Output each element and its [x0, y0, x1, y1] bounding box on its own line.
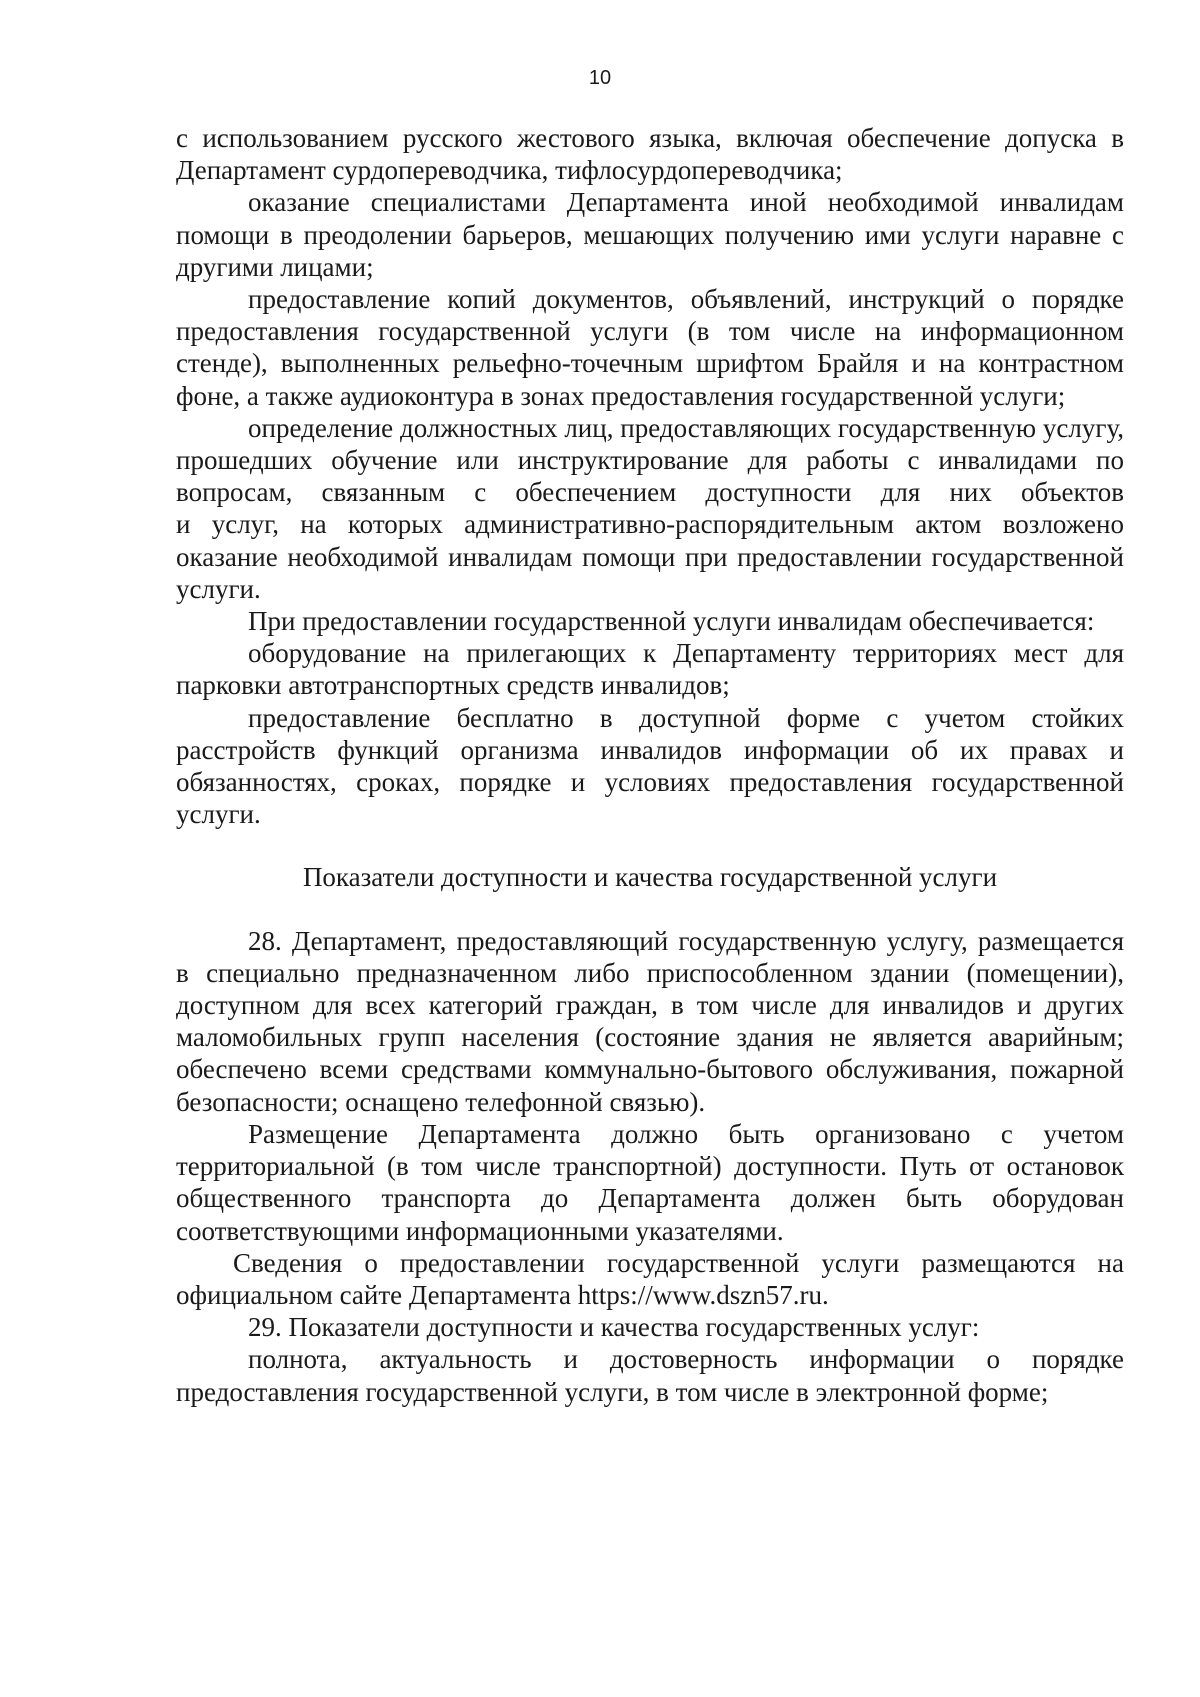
document-body: [176, 122, 1124, 1408]
paragraph-trained-officials: определение должностных лиц, предоставляющих государственную услугу, прошедших обучение или инструктирование для работы с инвалидами по вопросам, связанным с обеспечением доступности для них объектов: [176, 412, 1124, 508]
spacer: [176, 894, 1124, 925]
spacer: [176, 830, 1124, 861]
section-heading: Показатели доступности и качества государственной услуги: [302, 862, 998, 893]
paragraph-free-information: предоставление бесплатно в доступной форме с учетом стойких расстройств функций организма инвалидов информации об их правах и обязанностях, сроках, порядке и условиях предоставления государственной услуги.: [176, 702, 1124, 830]
paragraph-disabled-provision: При предоставлении государственной услуги инвалидам обеспечивается:: [248, 606, 1095, 637]
paragraph-website-info: Сведения о предоставлении государственной услуги размещаются на официальном сайте Департамента https://www.dszn57.ru.: [176, 1247, 1124, 1310]
paragraph-specialist-assistance: оказание специалистами Департамента иной необходимой инвалидам помощи в преодолении барьеров, мешающих получению ими услуги наравне с другими лицами;: [176, 187, 1124, 282]
paragraph-sign-language: с использованием русского жестового языка, включая обеспечение допуска в Департамент сурдопереводчика, тифлосурдопереводчика;: [176, 123, 1124, 186]
paragraph-information-completeness: полнота, актуальность и достоверность информации о порядке предоставления государственной услуги, в том числе в электронной форме;: [176, 1344, 1124, 1407]
paragraph-officials-continued: и услуг, на которых административно-распорядительным актом возложено оказание необходимой инвалидам помощи при предоставлении государственной услуги.: [176, 509, 1124, 604]
paragraph-braille-copies: предоставление копий документов, объявлений, инструкций о порядке предоставления государственной услуги (в том числе на информационном стенде), выполненных рельефно-точечным шрифтом Брайля и на контрастном фоне, а также аудиоконтура в зонах предоставления государственной услуги;: [176, 284, 1124, 411]
paragraph-item-28: 28. Департамент, предоставляющий государственную услугу, размещается в специально предназначенном либо приспособленном здании (помещении), доступном для всех категорий граждан, в том числе для инвалидов и других маломобильных групп населения (состояние здания не является аварийным; обеспечено всеми средствами коммунально-бытового обслуживания, пожарной безопасности; оснащено телефонной связью).: [176, 925, 1124, 1117]
paragraph-parking: оборудование на прилегающих к Департаменту территориях мест для парковки автотранспортных средств инвалидов;: [176, 638, 1124, 701]
paragraph-item-29: 29. Показатели доступности и качества государственных услуг:: [248, 1312, 980, 1343]
paragraph-location: Размещение Департамента должно быть организовано с учетом территориальной (в том числе транспортной) доступности. Путь от остановок общественного транспорта до Департамента должен быть оборудован соответствующими информационными указателями.: [176, 1118, 1124, 1246]
page-number: 10: [588, 67, 612, 89]
